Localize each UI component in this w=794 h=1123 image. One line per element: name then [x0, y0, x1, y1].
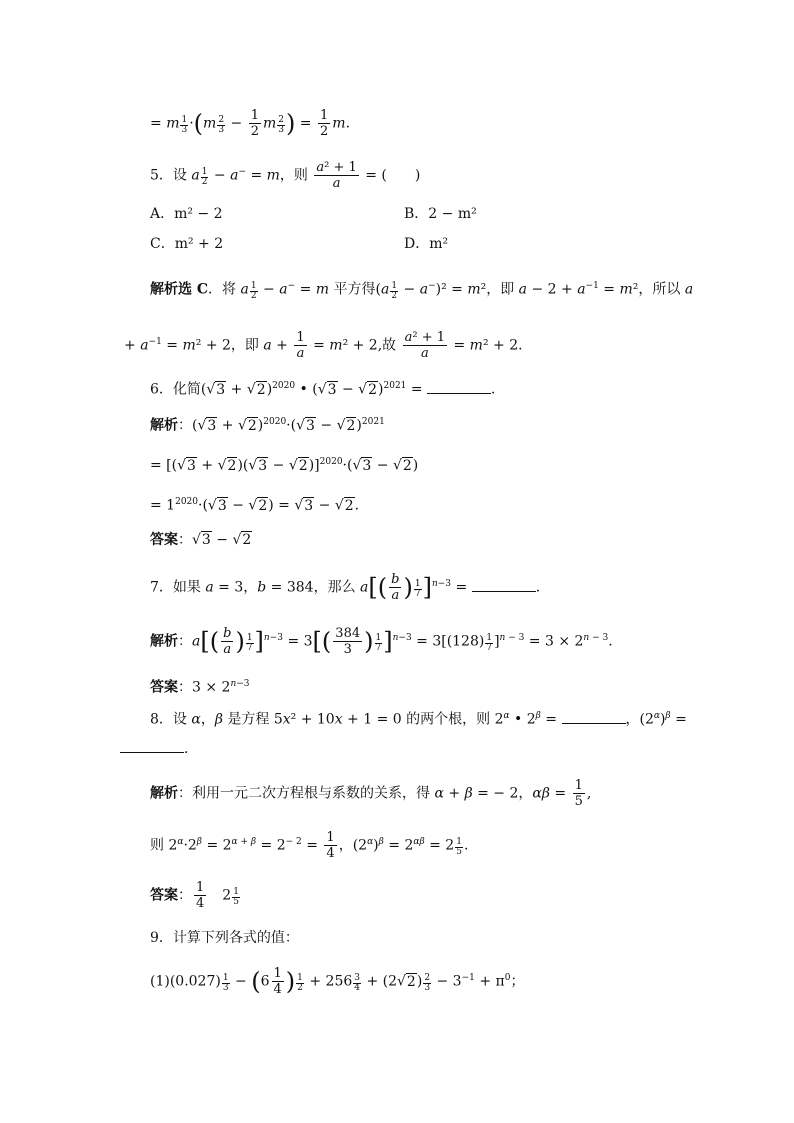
- solution-6-line3: = $1^{2020}\cdot(√3 - √2) = √3 - √2$.: [150, 497, 360, 514]
- solution-8-line1: 解析：利用一元二次方程根与系数的关系，得 α + β = − 2，αβ = $\frac{1}{5}$ ,: [150, 778, 592, 809]
- option-d: D．m²: [404, 236, 449, 252]
- solution-7: 解析：a[( $\frac{b}{a}$ ) $\frac{1}{7}$ ]$^{n-3}$ = 3[( $\frac{384}{3}$ ) $\frac{1}{7}$ ]$^{n-3}$ = 3[(128) $\frac{1}{7}$ ]$^{n - 3} = 3 \times 2^{n - 3}$.: [150, 626, 613, 657]
- solution-8-line2: 则 $2^\alpha\cdot 2^\beta = 2^{\alpha + \beta} = 2^{- 2}$ = $\frac{1}{4}$ ，$(2^\alpha)^\beta = 2^{\alpha\beta} = 2$ $\frac{1}{5}$ .: [150, 830, 469, 861]
- solution-5-line1: 解析选 C．将 a $\frac{1}{2}$ − a− = m 平方得(a $\frac{1}{2}$ − a−)² = m²，即 $a - 2 + a^{-1} = m^2$，所以 a: [150, 281, 694, 301]
- question-8-line2: ．: [120, 738, 198, 759]
- line-continuation: = m $\frac{1}{3}$ ·(m $\frac{2}{3}$ − $\frac{1}{2}$ m $\frac{2}{3}$ ) = $\frac{1}{2}$ m.: [150, 108, 351, 139]
- option-a: A．m² − 2: [150, 206, 223, 222]
- question-5: 5．设 a $\frac{1}{2}$ − a− = m，则 $\frac{\text{a² + 1}}{a}$ = ( ): [150, 160, 421, 191]
- option-c: C．m² + 2: [150, 236, 224, 252]
- solution-6-line2: = $[(√3 + √2)(√3 - √2)]^{2020}\cdot(√3 - √2)$: [150, 457, 419, 474]
- question-7: 7．如果 a = 3，b = 384，那么 a[( $\frac{b}{a}$ ) $\frac{1}{7}$ ]$^{n-3}$ = ．: [150, 572, 550, 603]
- solution-6-line1: 解析：$(√3 + √2)^{2020}\cdot(√3 - √2)^{2021}$: [150, 417, 385, 434]
- question-9: 9．计算下列各式的值：: [150, 930, 299, 946]
- solution-5-line2: + $a^{-1} = m^2 + 2$，即 a + $\frac{1}{a}$ = m² + 2,故 $\frac{\text{a² + 1}}{a}$ = m² + 2.: [124, 330, 523, 361]
- question-9-part1: (1)(0.027) $\frac{1}{3}$ − (6 $\frac{1}{4}$ ) $\frac{1}{2}$ + 256 $\frac{3}{4}$ + (2√2) $\frac{2}{3}$ − $3^{-1} + \pi^0$；: [150, 966, 525, 997]
- answer-7: 答案：$3 \times 2^{n-3}$: [150, 679, 250, 696]
- question-8-line1: 8．设 α，β 是方程 5x² + 10x + 1 = 0 的两个根，则 $2^\alpha$ • $2^\beta$ = ，$(2^\alpha)^\beta$ =: [150, 706, 687, 730]
- answer-6: 答案：√3 − √2: [150, 532, 252, 548]
- question-6: 6．化简$(√3 + √2)^{2020}$ • $(√3 - √2)^{2021}$ = ．: [150, 376, 505, 400]
- option-b: B．2 − m²: [404, 206, 477, 222]
- answer-8: 答案： $\frac{1}{4}$ 2 $\frac{1}{5}$: [150, 880, 239, 911]
